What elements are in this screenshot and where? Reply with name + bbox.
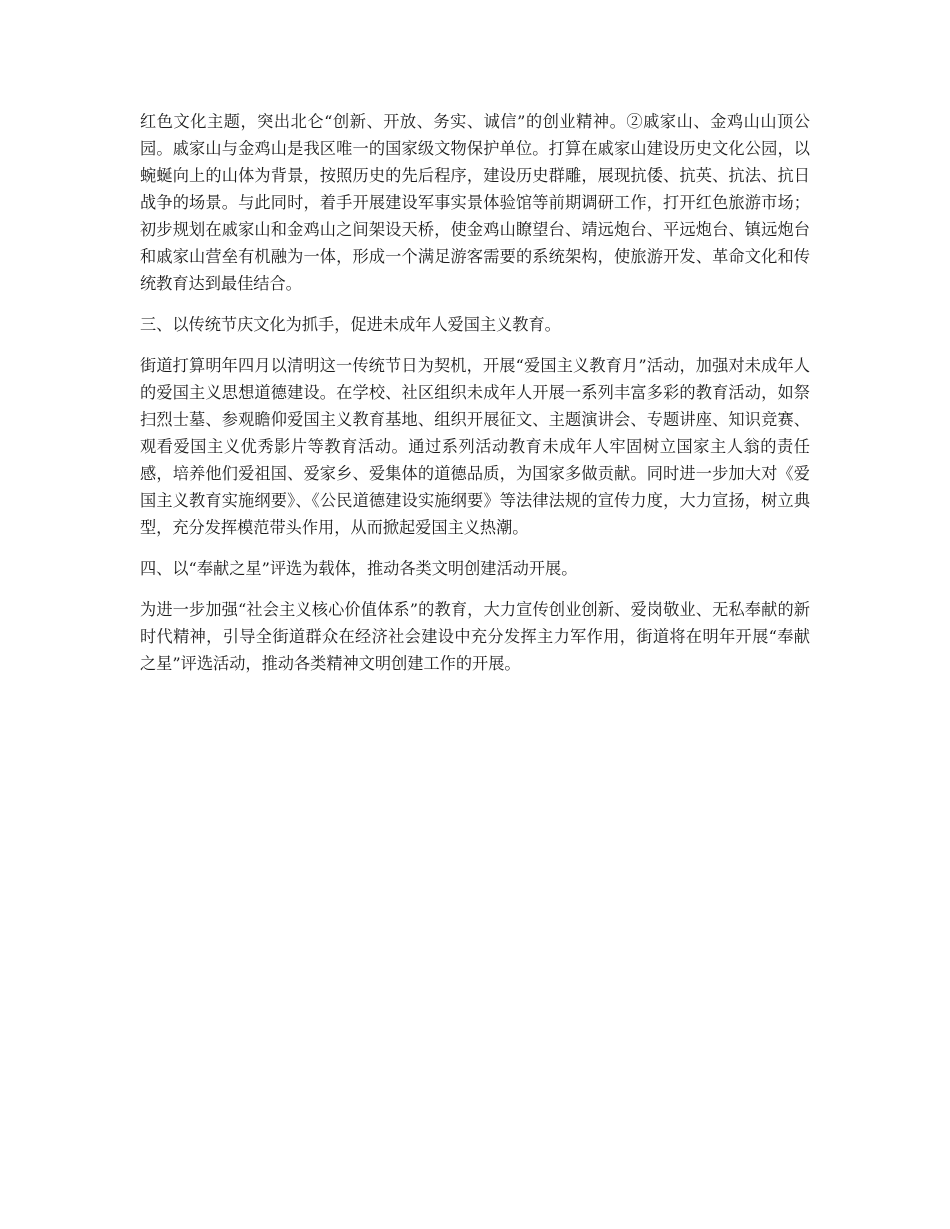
section-heading-4: 四、以“奉献之星”评选为载体，推动各类文明创建活动开展。 xyxy=(140,559,578,578)
paragraph-patriotic-education-month: 街道打算明年四月以清明这一传统节日为契机，开展“爱国主义教育月”活动，加强对未成年人的爱国主义思想道德建设。在学校、社区组织未成年人开展一系列丰富多彩的教育活动，如祭扫烈士墓、参观瞻仰爱国主义教育基地、组织开展征文、主题演讲会、专题讲座、知识竞赛、观看爱国主义优秀影片等教育活动。通过系列活动教育未成年人牢固树立国家主人翁的责任感，培养他们爱祖国、爱家乡、爱集体的道德品质，为国家多做贡献。同时进一步加大对《爱国主义教育实施纲要》、《公民道德建设实施纲要》等法律法规的宣传力度，大力宣扬，树立典型，充分发挥模范带头作用，从而掀起爱国主义热潮。 xyxy=(140,356,810,537)
document-body xyxy=(140,108,810,691)
section-heading-3: 三、以传统节庆文化为抓手，促进未成年人爱国主义教育。 xyxy=(140,315,561,334)
paragraph-red-culture-parks: 红色文化主题，突出北仑“创新、开放、务实、诚信”的创业精神。②戚家山、金鸡山山顶公园。戚家山与金鸡山是我区唯一的国家级文物保护单位。打算在戚家山建设历史文化公园，以蜿蜒向上的山体为背景，按照历史的先后程序，建设历史群雕，展现抗倭、抗英、抗法、抗日战争的场景。与此同时，着手开展建设军事实景体验馆等前期调研工作，打开红色旅游市场；初步规划在戚家山和金鸡山之间架设天桥，使金鸡山瞭望台、靖远炮台、平远炮台、镇远炮台和戚家山营垒有机融为一体，形成一个满足游客需要的系统架构，使旅游开发、革命文化和传统教育达到最佳结合。 xyxy=(140,112,810,293)
paragraph-dedication-star: 为进一步加强“社会主义核心价值体系”的教育，大力宣传创业创新、爱岗敬业、无私奉献的新时代精神，引导全街道群众在经济社会建设中充分发挥主力军作用，街道将在明年开展“奉献之星”评选活动，推动各类精神文明创建工作的开展。 xyxy=(140,600,810,673)
